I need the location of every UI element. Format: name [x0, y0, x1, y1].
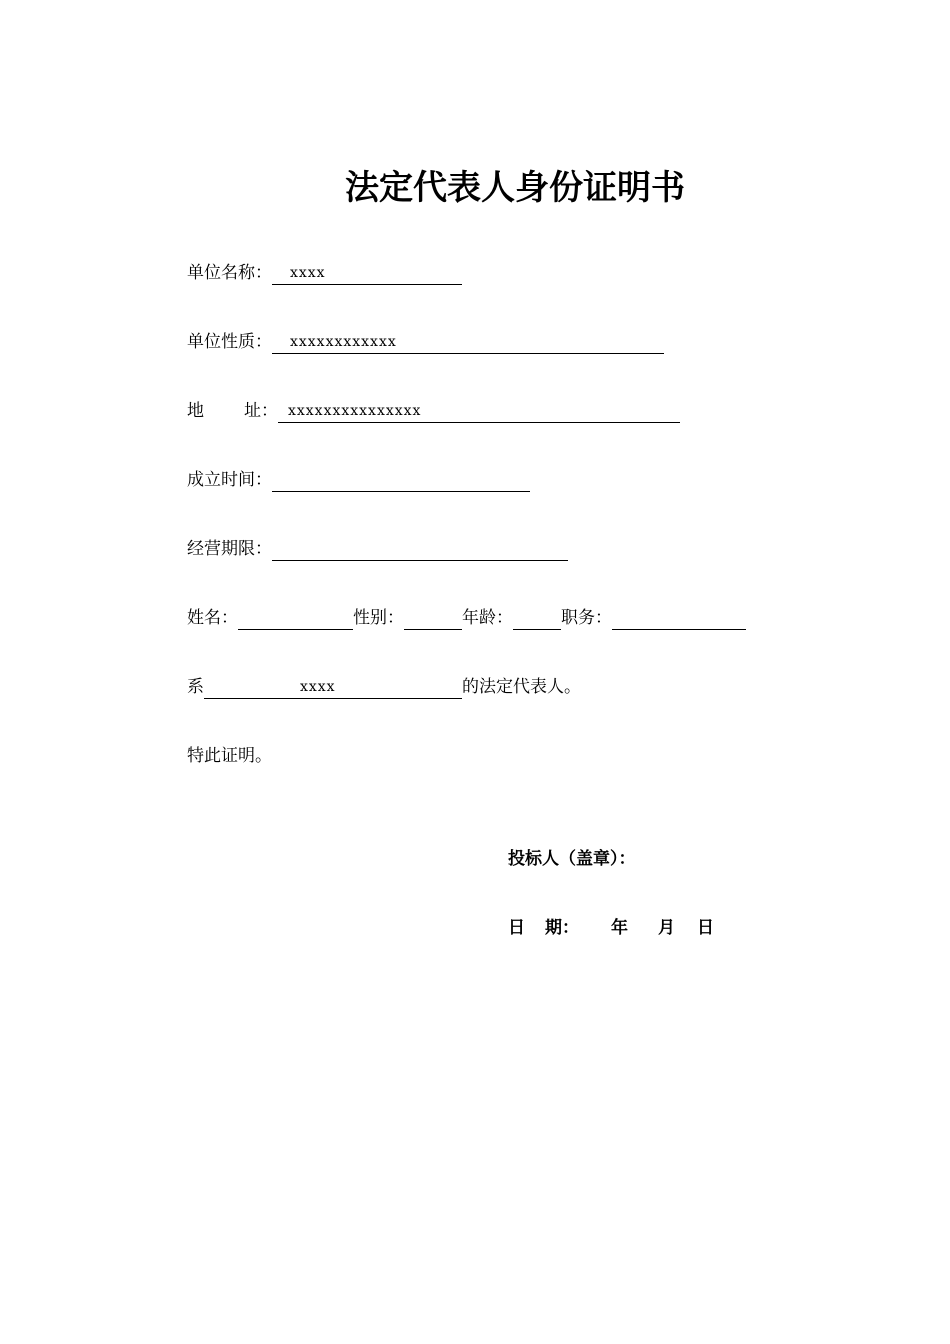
established-label: 成立时间：	[187, 470, 272, 490]
established-row	[187, 468, 530, 492]
date-label-second: 期：	[545, 918, 579, 938]
date-month: 月	[658, 918, 675, 938]
person-row	[187, 606, 746, 630]
date-label-first: 日	[508, 918, 525, 938]
statement-prefix: 系	[187, 677, 204, 697]
address-row	[187, 399, 680, 423]
unit-name-label: 单位名称：	[187, 263, 272, 283]
unit-nature-field[interactable]	[272, 333, 664, 354]
address-label-first: 地	[187, 401, 204, 421]
unit-nature-label: 单位性质：	[187, 332, 272, 352]
position-label: 职务：	[561, 608, 612, 628]
term-label: 经营期限：	[187, 539, 272, 559]
bidder-seal-label: 投标人（盖章）：	[508, 849, 636, 869]
unit-name-field[interactable]	[272, 264, 462, 285]
address-label-second: 址：	[244, 401, 278, 421]
position-field[interactable]	[612, 609, 746, 630]
company-field[interactable]	[204, 678, 462, 699]
date-year: 年	[611, 918, 628, 938]
certify-row	[187, 744, 272, 768]
company-value: xxxx	[300, 679, 336, 695]
statement-row	[187, 675, 581, 699]
bidder-row	[508, 847, 636, 871]
unit-name-value: xxxx	[290, 265, 326, 281]
age-field[interactable]	[513, 609, 561, 630]
unit-name-row	[187, 261, 462, 285]
statement-suffix: 的法定代表人。	[462, 677, 581, 697]
name-field[interactable]	[238, 609, 353, 630]
term-field[interactable]	[272, 540, 568, 561]
address-value: xxxxxxxxxxxxxxx	[288, 403, 422, 419]
name-label: 姓名：	[187, 608, 238, 628]
date-day: 日	[697, 918, 714, 938]
page-title: 法定代表人身份证明书	[345, 168, 685, 208]
gender-label: 性别：	[353, 608, 404, 628]
unit-nature-row	[187, 330, 664, 354]
address-field[interactable]	[278, 402, 680, 423]
certify-text: 特此证明。	[187, 746, 272, 766]
age-label: 年龄：	[462, 608, 513, 628]
established-field[interactable]	[272, 471, 530, 492]
gender-field[interactable]	[404, 609, 462, 630]
date-row	[508, 916, 714, 940]
unit-nature-value: xxxxxxxxxxxx	[290, 334, 397, 350]
term-row	[187, 537, 568, 561]
